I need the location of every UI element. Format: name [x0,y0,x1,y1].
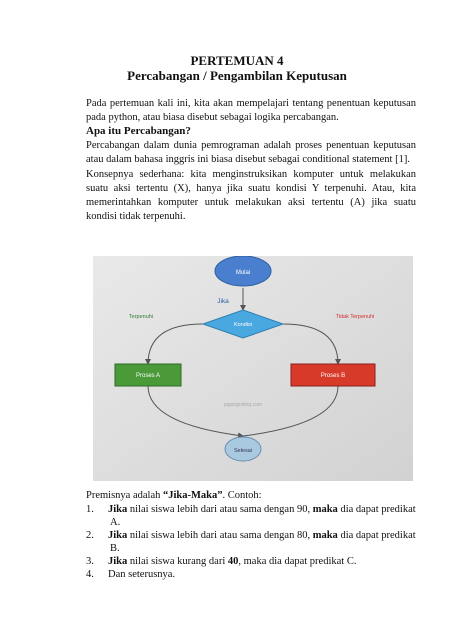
list-item [86,503,426,529]
list-keyword: maka [312,504,338,515]
list-item [86,555,426,568]
list-wrap: B. [110,543,120,554]
list-text-part: nilai siswa lebih dari atau sama dengan 80, [127,530,313,541]
condition-label: Kondisi [233,322,253,328]
list-text [108,503,426,516]
premise-after: . Contoh: [222,490,262,501]
list-text [108,529,426,542]
process-a-label: Proses A [135,373,161,379]
list-number: 3. [86,556,94,567]
premise-line [86,490,262,501]
list-text [108,555,426,568]
list-item [86,529,426,555]
example-list [86,503,426,581]
premise-before: Premisnya adalah [86,490,163,501]
list-text-part: nilai siswa lebih dari atau sama dengan 90, [127,504,313,515]
list-text-part: dia dapat predikat [337,504,416,515]
start-label: Mulai [235,270,251,276]
list-number: 2. [86,530,94,541]
jika-label: Jika [217,298,229,305]
flowchart-figure [93,256,413,481]
list-text-part: , maka dia dapat predikat C. [238,556,357,567]
process-b-label: Proses B [320,373,346,379]
list-wrap: A. [110,517,121,528]
list-text-part: dia dapat predikat [337,530,416,541]
section-heading: Apa itu Percabangan? [86,125,191,137]
list-keyword: Jika [108,504,128,515]
list-keyword: Jika [108,530,128,541]
page-subtitle: Percabangan / Pengambilan Keputusan [127,68,347,83]
list-keyword: maka [312,530,338,541]
yes-label: Terpenuhi [128,314,154,320]
list-item [86,568,426,581]
list-keyword: Jika [108,556,128,567]
list-text-part: nilai siswa kurang dari [127,556,228,567]
list-number: 4. [86,569,94,580]
concept-paragraph: Konsepnya sederhana: kita menginstruksikan komputer untuk melakukan suatu aksi tertentu (X), hanya jika suatu kondisi Y terpenuhi. Atau, kita memerintahkan komputer untuk melakukan aksi tertentu (A) jika suatu kondisi tidak terpenuhi. [86,169,416,222]
intro-paragraph: Pada pertemuan kali ini, kita akan mempelajari tentang penentuan keputusan pada python, atau biasa disebut sebagai logika percabangan. [86,98,416,123]
no-label: Tidak Terpenuhi [335,314,375,320]
list-number: 1. [86,504,94,515]
list-keyword: 40 [227,556,239,567]
definition-paragraph: Percabangan dalam dunia pemrograman adalah proses penentuan keputusan atau dalam bahasa inggris ini biasa disebut sebagai conditional statement [1]. [86,140,416,165]
list-text: Dan seterusnya. [108,569,176,580]
page-title: PERTEMUAN 4 [190,53,284,68]
end-label: Selesai [233,448,253,454]
watermark: jagongoding.com [223,402,263,408]
premise-bold: “Jika-Maka” [162,490,223,501]
